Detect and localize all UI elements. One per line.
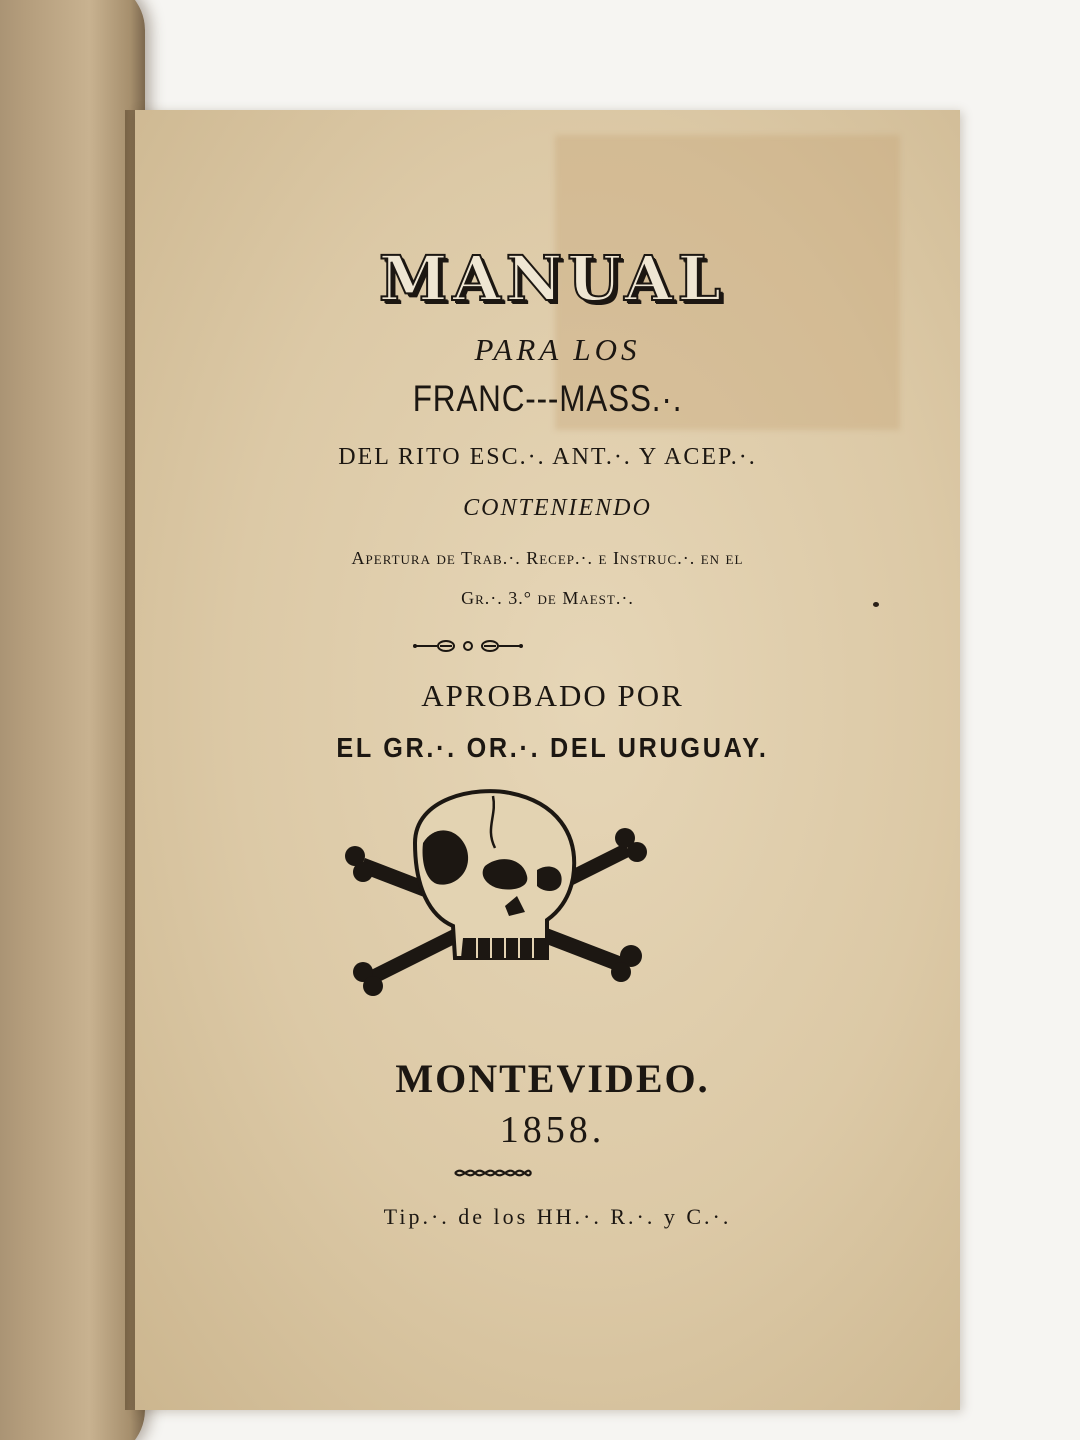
- skull-and-crossbones-icon: [325, 788, 670, 1003]
- left-page-cover: [0, 0, 145, 1440]
- imprenta-line: Tip.·. de los HH.·. R.·. y C.·.: [383, 1204, 732, 1229]
- line-rito: DEL RITO ESC.·. ANT.·. Y ACEP.·.: [338, 444, 757, 470]
- ornamental-rule-icon: [413, 635, 523, 657]
- place-montevideo: MONTEVIDEO.: [395, 1056, 710, 1101]
- line-apertura: Apertura de Trab.·. Recep.·. e Instruc.·. en el: [351, 548, 744, 568]
- twisted-rope-rule-icon: [453, 1163, 533, 1183]
- title-page: [135, 110, 960, 1410]
- publication-year: 1858.: [499, 1109, 606, 1151]
- title-manual: MANUAL: [378, 242, 727, 315]
- ink-speck: [873, 602, 879, 607]
- line-gran-oriente: EL GR.·. OR.·. DEL URUGUAY.: [336, 732, 769, 763]
- line-grado: Gr.·. 3.° de Maest.·.: [461, 588, 634, 608]
- line-franc-mass: FRANC---MASS.·.: [412, 378, 683, 419]
- line-conteniendo: CONTENIENDO: [463, 495, 652, 521]
- line-aprobado-por: APROBADO POR: [421, 678, 684, 713]
- line-para-los: PARA LOS: [474, 332, 641, 367]
